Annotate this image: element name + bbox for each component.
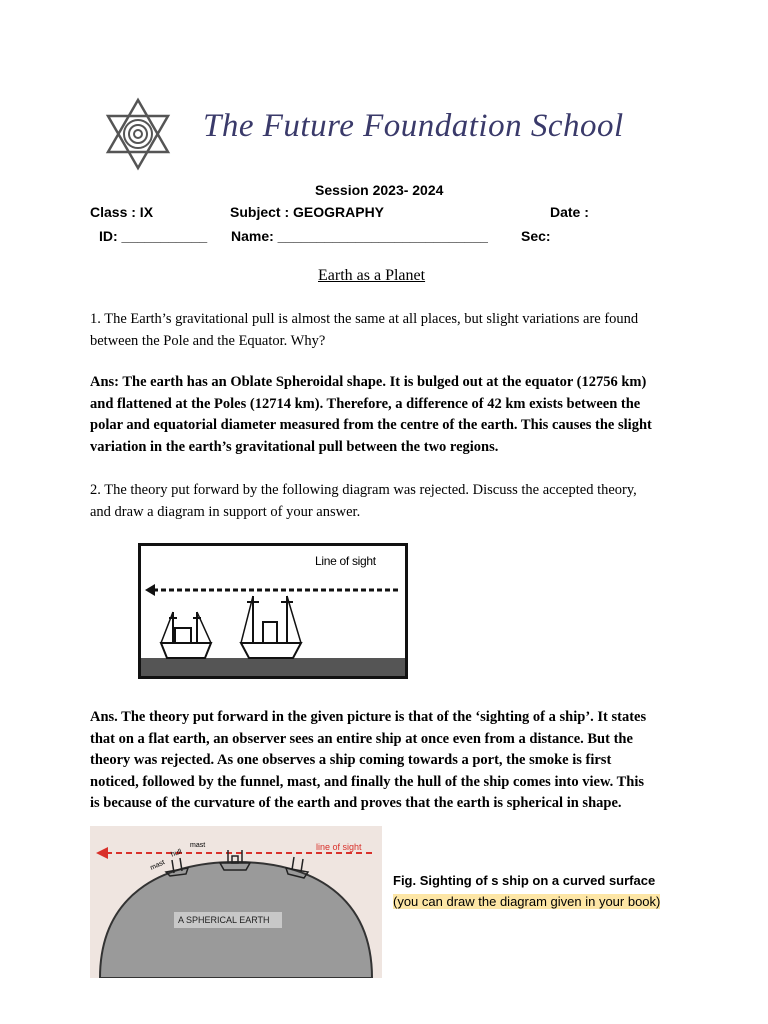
- session-label: Session 2023- 2024: [315, 182, 444, 198]
- hull-label: hull: [170, 848, 183, 859]
- date-label: Date :: [550, 204, 589, 220]
- question-2: 2. The theory put forward by the following diagram was rejected. Discuss the accepted theory, and draw a diagram in support of your answer.: [90, 482, 637, 520]
- worksheet-title: Earth as a Planet: [318, 267, 426, 284]
- spherical-earth-label: A SPHERICAL EARTH: [178, 915, 270, 925]
- class-label: Class : IX: [90, 204, 154, 220]
- school-logo-icon: [100, 96, 176, 172]
- question-1: 1. The Earth’s gravitational pull is almost the same at all places, but slight variations are found between the Pole and the Equator. Why?: [90, 311, 639, 349]
- name-field: Name: ___________________________: [231, 228, 488, 244]
- spherical-earth-diagram: [90, 826, 382, 978]
- figure-note: (you can draw the diagram given in your book): [393, 894, 661, 909]
- flat-earth-diagram: [138, 543, 408, 679]
- answer-2: Ans. The theory put forward in the given picture is that of the ‘sighting of a ship’. It states that on a flat earth, an observer sees an entire ship at once even from a distance. But the theory was rejected. As one observes a ship coming towards a port, the smoke is first noticed, followed by the funnel, mast, and finally the hull of the ship comes into view. This is because of the curvature of the earth and proves that the earth is spherical in shape.: [90, 709, 647, 811]
- sec-field: Sec:: [521, 228, 551, 244]
- line-of-sight-curve-label: line of sight: [316, 842, 362, 852]
- school-name: The Future Foundation School: [203, 108, 624, 144]
- mast-label-top: mast: [190, 842, 206, 849]
- answer-1: Ans: The earth has an Oblate Spheroidal shape. It is bulged out at the equator (12756 km) and flattened at the Poles (12714 km). Therefore, a difference of 42 km exists between the polar and equatorial diameter measured from the centre of the earth. This causes the slight variation in the earth’s gravitational pull between the two regions.: [90, 374, 652, 455]
- figure-caption: Fig. Sighting of s ship on a curved surface: [393, 873, 656, 888]
- subject-label: Subject : GEOGRAPHY: [230, 204, 385, 220]
- mast-label-left: mast: [149, 859, 166, 872]
- id-field: ID: ___________: [99, 228, 208, 244]
- line-of-sight-label: Line of sight: [315, 554, 376, 568]
